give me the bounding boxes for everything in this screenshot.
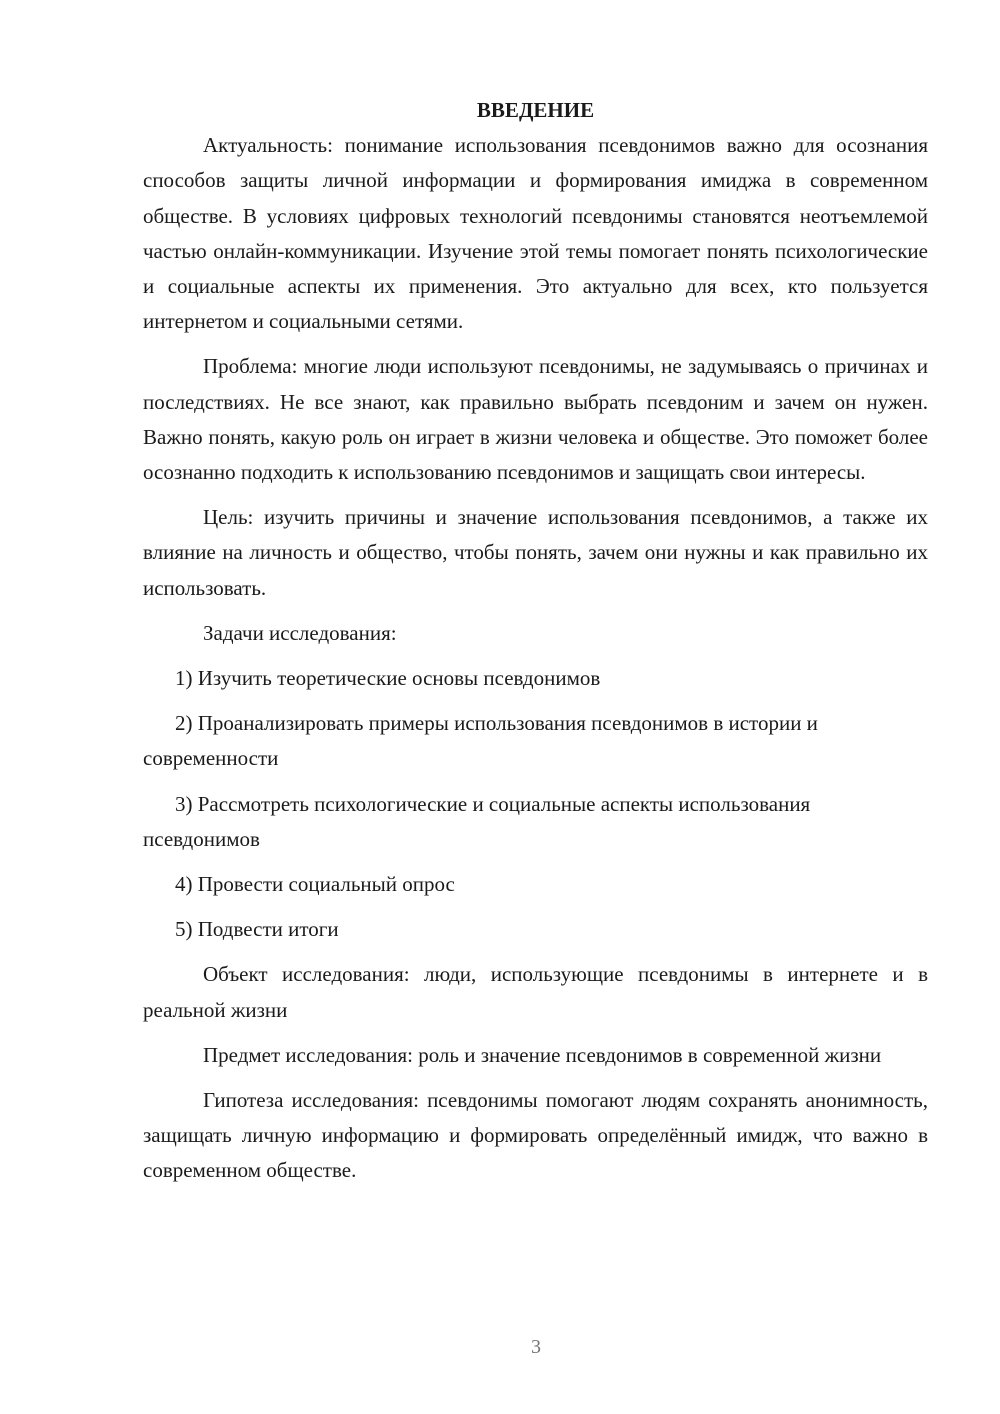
paragraph-relevance: Актуальность: понимание использования псевдонимов важно для осознания способов защиты личной информации и формирования имиджа в современном обществе. В условиях цифровых технологий псевдонимы становятся неотъемлемой частью онлайн-коммуникации. Изучение этой темы помогает понять психологические и социальные аспекты их применения. Это актуально для всех, кто пользуется интернетом и социальными сетями. — [143, 133, 928, 334]
tasks-heading: Задачи исследования: — [203, 620, 397, 645]
page-number: 3 — [531, 1336, 541, 1358]
task-item-1: 1) Изучить теоретические основы псевдонимов — [175, 666, 601, 691]
paragraph-subject: Предмет исследования: роль и значение псевдонимов в современной жизни — [203, 1042, 882, 1067]
paragraph-problem: Проблема: многие люди используют псевдонимы, не задумываясь о причинах и последствиях. Не все знают, как правильно выбрать псевдоним и зачем он нужен. Важно понять, какую роль он играет в жизни человека и обществе. Это поможет более осознанно подходить к использованию псевдонимов и защищать свои интересы. — [143, 354, 928, 485]
page-title: ВВЕДЕНИЕ — [476, 98, 595, 122]
paragraph-object: Объект исследования: люди, использующие псевдонимы в интернете и в реальной жизни — [143, 962, 928, 1022]
paragraph-hypothesis: Гипотеза исследования: псевдонимы помогают людям сохранять анонимность, защищать личную информацию и формировать определённый имидж, что важно в современном обществе. — [143, 1088, 928, 1183]
paragraph-goal: Цель: изучить причины и значение использования псевдонимов, а также их влияние на личность и общество, чтобы понять, зачем они нужны и как правильно их использовать. — [143, 505, 928, 600]
task-item-5: 5) Подвести итоги — [175, 917, 339, 942]
task-item-2: 2) Проанализировать примеры использования псевдонимов в истории и современности — [143, 711, 818, 771]
task-item-3: 3) Рассмотреть психологические и социальные аспекты использования псевдонимов — [143, 791, 811, 851]
document-body — [143, 93, 928, 1199]
task-item-4: 4) Провести социальный опрос — [175, 872, 455, 897]
